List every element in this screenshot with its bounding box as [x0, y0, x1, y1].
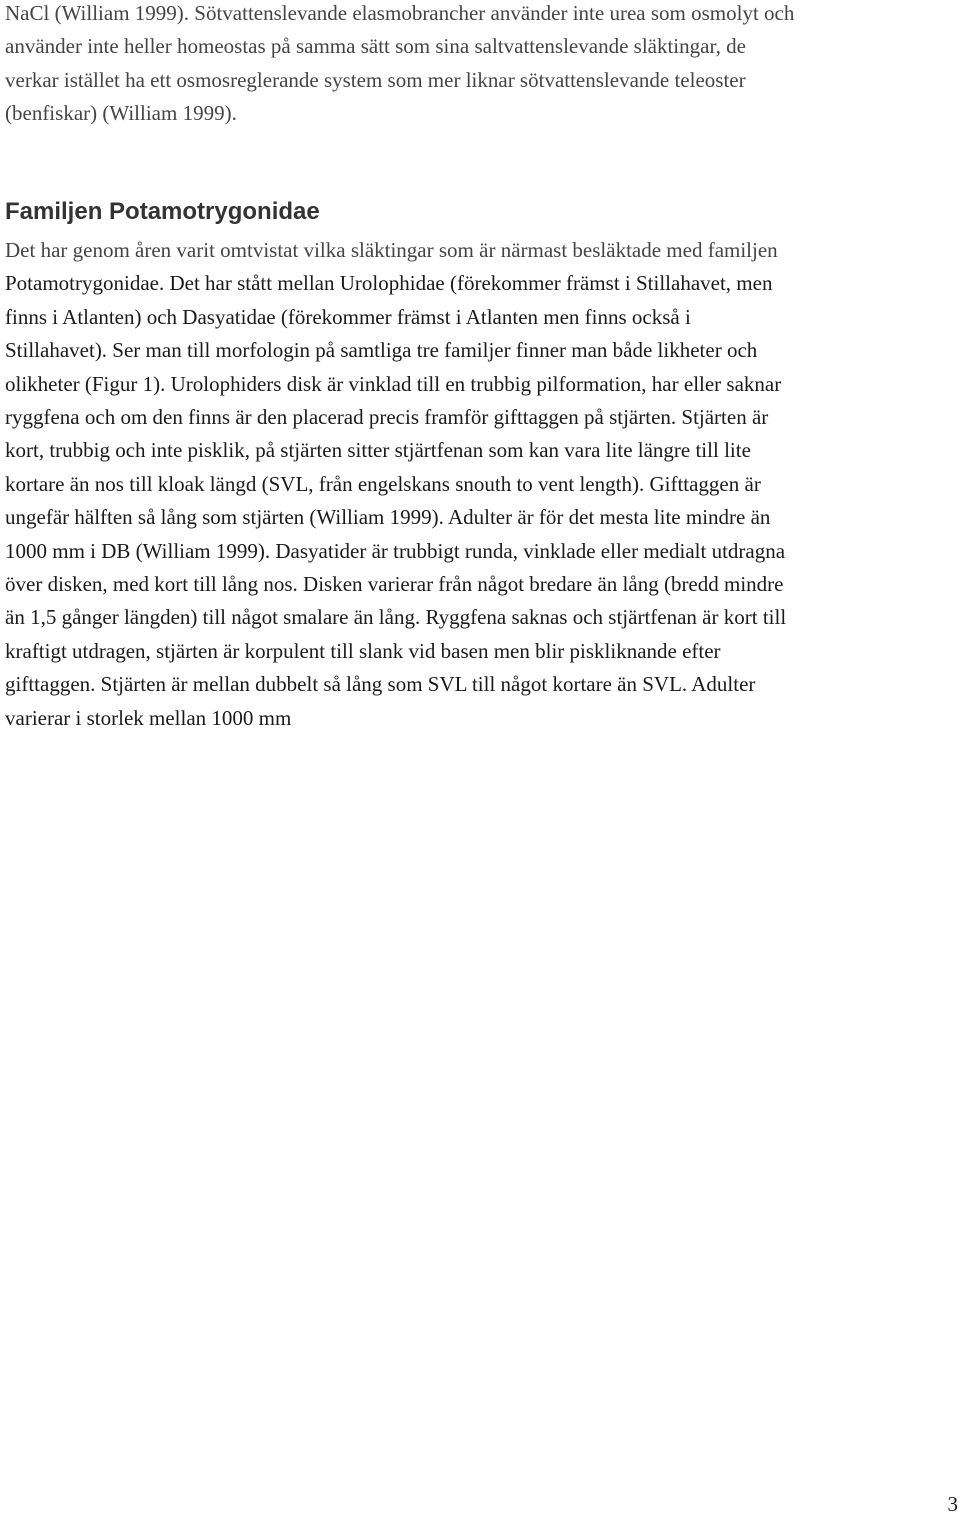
body-line: Det har genom åren varit omtvistat vilka släktingar som är närmast besläktade med familjen	[5, 238, 778, 262]
body-line: kort, trubbig och inte pisklik, på stjärten sitter stjärtfenan som kan vara lite längre till lite	[5, 438, 751, 463]
body-line: kraftigt utdragen, stjärten är korpulent till slank vid basen men blir piskliknande efter	[5, 638, 721, 663]
body-line: ryggfena och om den finns är den placerad precis framför gifttaggen på stjärten. Stjärten är	[5, 405, 769, 430]
intro-line: använder inte heller homeostas på samma sätt som sina saltvattenslevande släktingar, de	[5, 34, 746, 59]
body-line: kortare än nos till kloak längd (SVL, från engelskans snouth to vent length). Gifttaggen är	[5, 471, 761, 496]
intro-line: (benfiskar) (William 1999).	[5, 101, 237, 126]
body-line: över disken, med kort till lång nos. Disken varierar från något bredare än lång (bredd mindre	[5, 572, 784, 597]
body-line: gifttaggen. Stjärten är mellan dubbelt så lång som SVL till något kortare än SVL. Adulter	[5, 672, 756, 697]
body-line: 1000 mm i DB (William 1999). Dasyatider är trubbigt runda, vinklade eller medialt utdragna	[5, 538, 786, 563]
intro-paragraph	[5, 0, 960, 131]
page-number: 3	[947, 1492, 958, 1516]
body-line: olikheter (Figur 1). Urolophiders disk är vinklad till en trubbig pilformation, har eller saknar	[5, 371, 782, 396]
intro-line: verkar istället ha ett osmosreglerande system som mer liknar sötvattenslevande teleoster	[5, 67, 746, 92]
section-body	[5, 234, 960, 735]
section-heading: Familjen Potamotrygonidae	[5, 198, 320, 225]
intro-line: NaCl (William 1999). Sötvattenslevande elasmobrancher använder inte urea som osmolyt och	[5, 1, 795, 25]
body-line: Potamotrygonidae. Det har stått mellan Urolophidae (förekommer främst i Stillahavet, men	[5, 271, 773, 296]
body-line: än 1,5 gånger längden) till något smalare än lång. Ryggfena saknas och stjärtfenan är kort till	[5, 605, 787, 630]
body-line: varierar i storlek mellan 1000 mm	[5, 705, 292, 730]
body-line: finns i Atlanten) och Dasyatidae (förekommer främst i Atlanten men finns också i	[5, 304, 691, 329]
body-line: Stillahavet). Ser man till morfologin på samtliga tre familjer finner man både likheter och	[5, 338, 758, 363]
body-line: ungefär hälften så lång som stjärten (William 1999). Adulter är för det mesta lite mindre än	[5, 505, 771, 530]
